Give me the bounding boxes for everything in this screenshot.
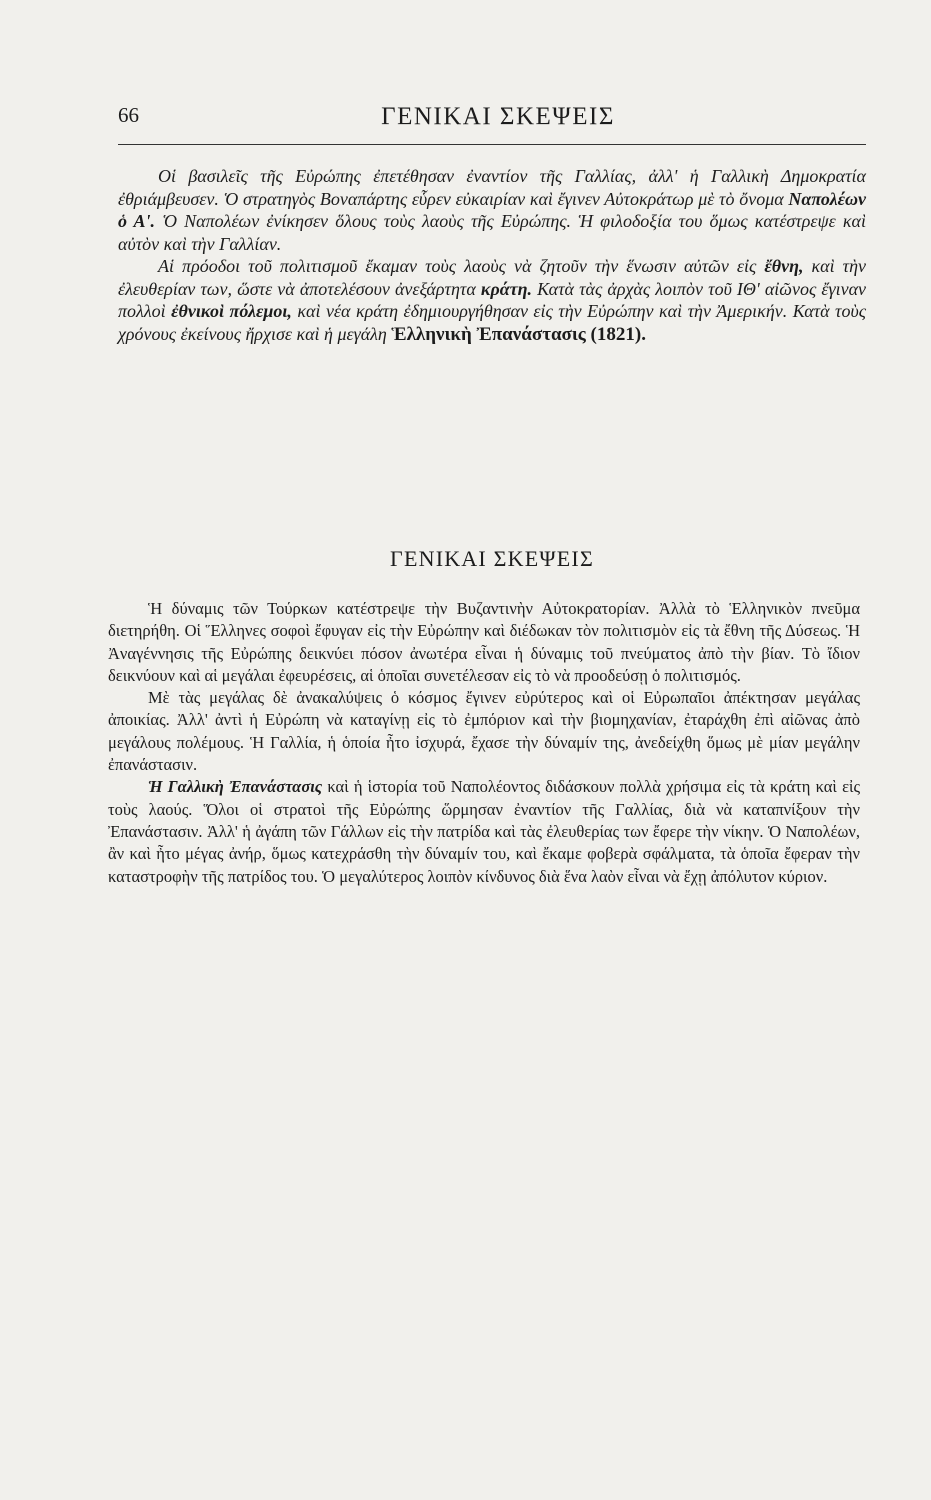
header-rule <box>118 144 866 145</box>
paragraph-french-revolution: Ἡ Γαλλικὴ Ἐπανάστασις καὶ ἡ ἱστορία τοῦ Ναπολέοντος διδάσκουν πολλὰ χρήσιμα εἰς τὰ κράτη καὶ εἰς τοὺς λαούς. Ὅλοι οἱ στρατοὶ τῆς Εὐρώπης ὥρμησαν ἐναντίον τῆς Γαλλίας, διὰ νὰ καταπνίξουν τὴν Ἐπανάστασιν. Ἀλλ' ἡ ἀγάπη τῶν Γάλλων εἰς τὴν πατρίδα καὶ τὰς ἐλευθερίας των ἔφερε τὴν νίκην. Ὁ Ναπολέων, ἂν καὶ ἦτο μέγας ἀνήρ, ὅμως κατεχράσθη τὴν δύναμίν του, καὶ ἔκαμε φοβερὰ σφάλματα, τὰ ὁποῖα ἔφεραν τὴν καταστροφὴν τῆς πατρίδος του. Ὁ μεγαλύτερος λοιπὸν κίνδυνος διὰ ἕνα λαὸν εἶναι νὰ ἔχῃ ἀπόλυτον κύριον. <box>108 777 860 886</box>
paragraph-nations: Αἱ πρόοδοι τοῦ πολιτισμοῦ ἔκαμαν τοὺς λαοὺς νὰ ζητοῦν τὴν ἕνωσιν αὐτῶν εἰς ἔθνη, καὶ τὴν ἐλευθερίαν των, ὥστε νὰ ἀποτελέσουν ἀνεξάρτητα κράτη. Κατὰ τὰς ἀρχὰς λοιπὸν τοῦ ΙΘ' αἰῶνος ἔγιναν πολλοὶ ἐθνικοὶ πόλεμοι, καὶ νέα κράτη ἐδημιουργήθησαν εἰς τὴν Εὐρώπην καὶ τὴν Ἀμερικήν. Κατὰ τοὺς χρόνους ἐκείνους ἤρχισε καὶ ἡ μεγάλη Ἑλληνικὴ Ἐπανάστασις (1821). <box>118 256 867 345</box>
paragraph-discoveries: Μὲ τὰς μεγάλας δὲ ἀνακαλύψεις ὁ κόσμος ἔγινεν εὐρύτερος καὶ οἱ Εὐρωπαῖοι ἀπέκτησαν μεγάλας ἀποικίας. Ἀλλ' ἀντὶ ἡ Εὐρώπη νὰ καταγίνῃ εἰς τὸ ἐμπόριον καὶ τὴν βιομηχανίαν, ἐταράχθη ἐπὶ αἰῶνας ἀπὸ μεγάλους πολέμους. Ἡ Γαλλία, ἡ ὁποία ἦτο ἰσχυρά, ἔχασε τὴν δύναμίν της, ἀνεδείχθη ὅμως μὲ μίαν μεγάλην ἐπανάστασιν. <box>108 688 860 775</box>
running-title: ΓΕΝΙΚΑΙ ΣΚΕΨΕΙΣ <box>381 103 615 130</box>
napoleon-name: Ναπολέων ὁ Α'. <box>118 188 866 231</box>
general-thoughts-section <box>108 598 860 888</box>
french-revolution-lead: Ἡ Γαλλικὴ Ἐπανάστασις <box>148 777 323 797</box>
paragraph-napoleon: Οἱ βασιλεῖς τῆς Εὐρώπης ἐπετέθησαν ἐναντίον τῆς Γαλλίας, ἀλλ' ἡ Γαλλικὴ Δημοκρατία ἐθριάμβευσεν. Ὁ στρατηγὸς Βοναπάρτης εὗρεν εὐκαιρίαν καὶ ἔγινεν Αὐτοκράτωρ μὲ τὸ ὄνομα Ναπολέων ὁ Α'. Ὁ Ναπολέων ἐνίκησεν ὅλους τοὺς λαοὺς τῆς Εὐρώπης. Ἡ φιλοδοξία του ὅμως κατέστρεψε καὶ αὐτὸν καὶ τὴν Γαλλίαν. <box>118 166 867 254</box>
greek-revolution: Ἑλληνικὴ Ἐπανάστασις (1821). <box>391 323 646 345</box>
term-krati: κράτη. <box>480 278 533 299</box>
section-heading: ΓΕΝΙΚΑΙ ΣΚΕΨΕΙΣ <box>390 546 594 571</box>
term-ethni: ἔθνη, <box>764 256 804 276</box>
napoleon-section <box>118 165 866 346</box>
running-head <box>118 103 866 143</box>
paragraph-turks: Ἡ δύναμις τῶν Τούρκων κατέστρεψε τὴν Βυζαντινὴν Αὐτοκρατορίαν. Ἀλλὰ τὸ Ἑλληνικὸν πνεῦμα διετηρήθη. Οἱ Ἕλληνες σοφοὶ ἔφυγαν εἰς τὴν Εὐρώπην καὶ διέδωκαν τὸν πολιτισμὸν εἰς τὰ ἔθνη τῆς Δύσεως. Ἡ Ἀναγέννησις τῆς Εὐρώπης δεικνύει πόσον ἀνωτέρα εἶναι ἡ δύναμις τοῦ πνεύματος ἀπὸ τὴν βίαν. Τὸ ἴδιον δεικνύουν καὶ αἱ μεγάλαι ἐφευρέσεις, αἱ ὁποῖαι συνετέλεσαν εἰς τὸ νὰ προοδεύσῃ ὁ πολιτισμός. <box>108 599 860 685</box>
page-number: 66 <box>118 103 139 127</box>
term-ethnikoi-polemoi: ἐθνικοὶ πόλεμοι, <box>171 301 292 321</box>
